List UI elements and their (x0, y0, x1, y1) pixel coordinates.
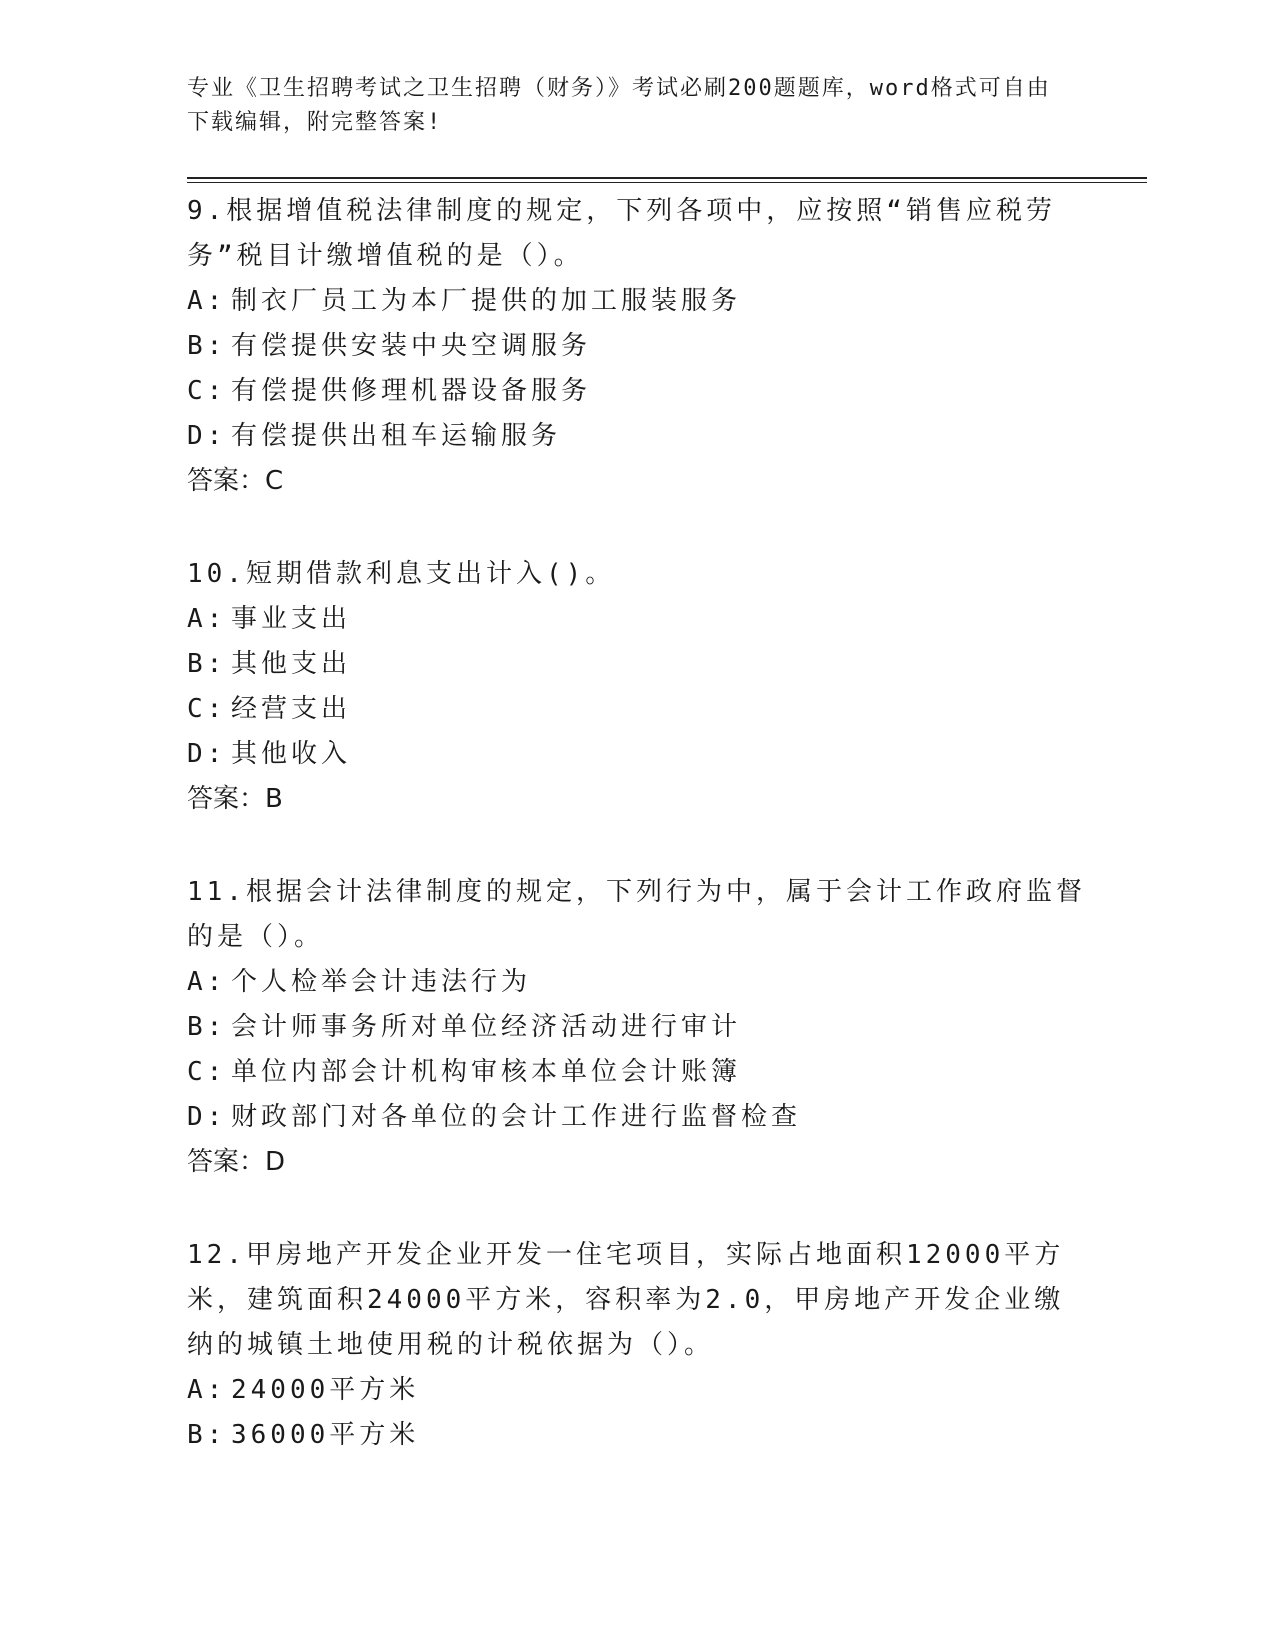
answer-line: 答案：C (187, 466, 284, 496)
divider-line-thick (187, 177, 1147, 179)
option-d (187, 732, 1147, 777)
question-item (187, 1233, 1147, 1458)
option-b (187, 1005, 1147, 1050)
option-letter: C: (187, 694, 227, 724)
option-d (187, 1095, 1147, 1140)
option-text: 其他支出 (231, 649, 352, 679)
option-d (187, 414, 1147, 459)
option-text: 财政部门对各单位的会计工作进行监督检查 (231, 1102, 802, 1132)
option-b (187, 642, 1147, 687)
option-text: 有偿提供出租车运输服务 (231, 421, 562, 451)
document-header: 专业《卫生招聘考试之卫生招聘（财务）》考试必刷200题题库，word格式可自由下载编辑，附完整答案! (187, 76, 1051, 135)
question-item (187, 189, 1147, 504)
option-text: 有偿提供修理机器设备服务 (231, 376, 592, 406)
question-stem: 9.根据增值税法律制度的规定，下列各项中，应按照“销售应税劳务”税目计缴增值税的是（）。 (187, 196, 1056, 271)
question-item (187, 870, 1147, 1185)
option-letter: B: (187, 331, 227, 361)
question-list (187, 189, 1147, 1458)
option-text: 个人检举会计违法行为 (231, 967, 532, 997)
option-text: 制衣厂员工为本厂提供的加工服装服务 (231, 286, 742, 316)
question-stem: 11.根据会计法律制度的规定，下列行为中，属于会计工作政府监督的是（）。 (187, 877, 1086, 952)
header-divider (187, 177, 1147, 183)
option-text: 有偿提供安装中央空调服务 (231, 331, 592, 361)
option-letter: A: (187, 1375, 227, 1405)
option-a (187, 279, 1147, 324)
option-letter: B: (187, 1420, 227, 1450)
option-text: 其他收入 (231, 739, 352, 769)
option-text: 经营支出 (231, 694, 352, 724)
option-letter: C: (187, 376, 227, 406)
option-letter: D: (187, 1102, 227, 1132)
question-stem: 10.短期借款利息支出计入()。 (187, 559, 616, 589)
option-c (187, 1050, 1147, 1095)
option-a (187, 1368, 1147, 1413)
option-c (187, 369, 1147, 414)
document-page (187, 72, 1147, 1506)
option-text: 24000平方米 (231, 1375, 420, 1405)
option-c (187, 687, 1147, 732)
answer-line: 答案：B (187, 784, 283, 814)
option-b (187, 1413, 1147, 1458)
answer-line: 答案：D (187, 1147, 286, 1177)
question-stem: 12.甲房地产开发企业开发一住宅项目，实际占地面积12000平方米，建筑面积24000平方米，容积率为2.0，甲房地产开发企业缴纳的城镇土地使用税的计税依据为（）。 (187, 1240, 1065, 1360)
option-letter: D: (187, 739, 227, 769)
option-letter: B: (187, 1012, 227, 1042)
option-a (187, 960, 1147, 1005)
option-text: 36000平方米 (231, 1420, 420, 1450)
option-text: 单位内部会计机构审核本单位会计账簿 (231, 1057, 742, 1087)
option-text: 事业支出 (231, 604, 352, 634)
option-letter: D: (187, 421, 227, 451)
option-letter: C: (187, 1057, 227, 1087)
question-item (187, 552, 1147, 822)
option-letter: A: (187, 286, 227, 316)
option-b (187, 324, 1147, 369)
option-letter: A: (187, 967, 227, 997)
option-a (187, 597, 1147, 642)
option-letter: A: (187, 604, 227, 634)
option-text: 会计师事务所对单位经济活动进行审计 (231, 1012, 742, 1042)
option-letter: B: (187, 649, 227, 679)
divider-line-thin (187, 182, 1147, 183)
